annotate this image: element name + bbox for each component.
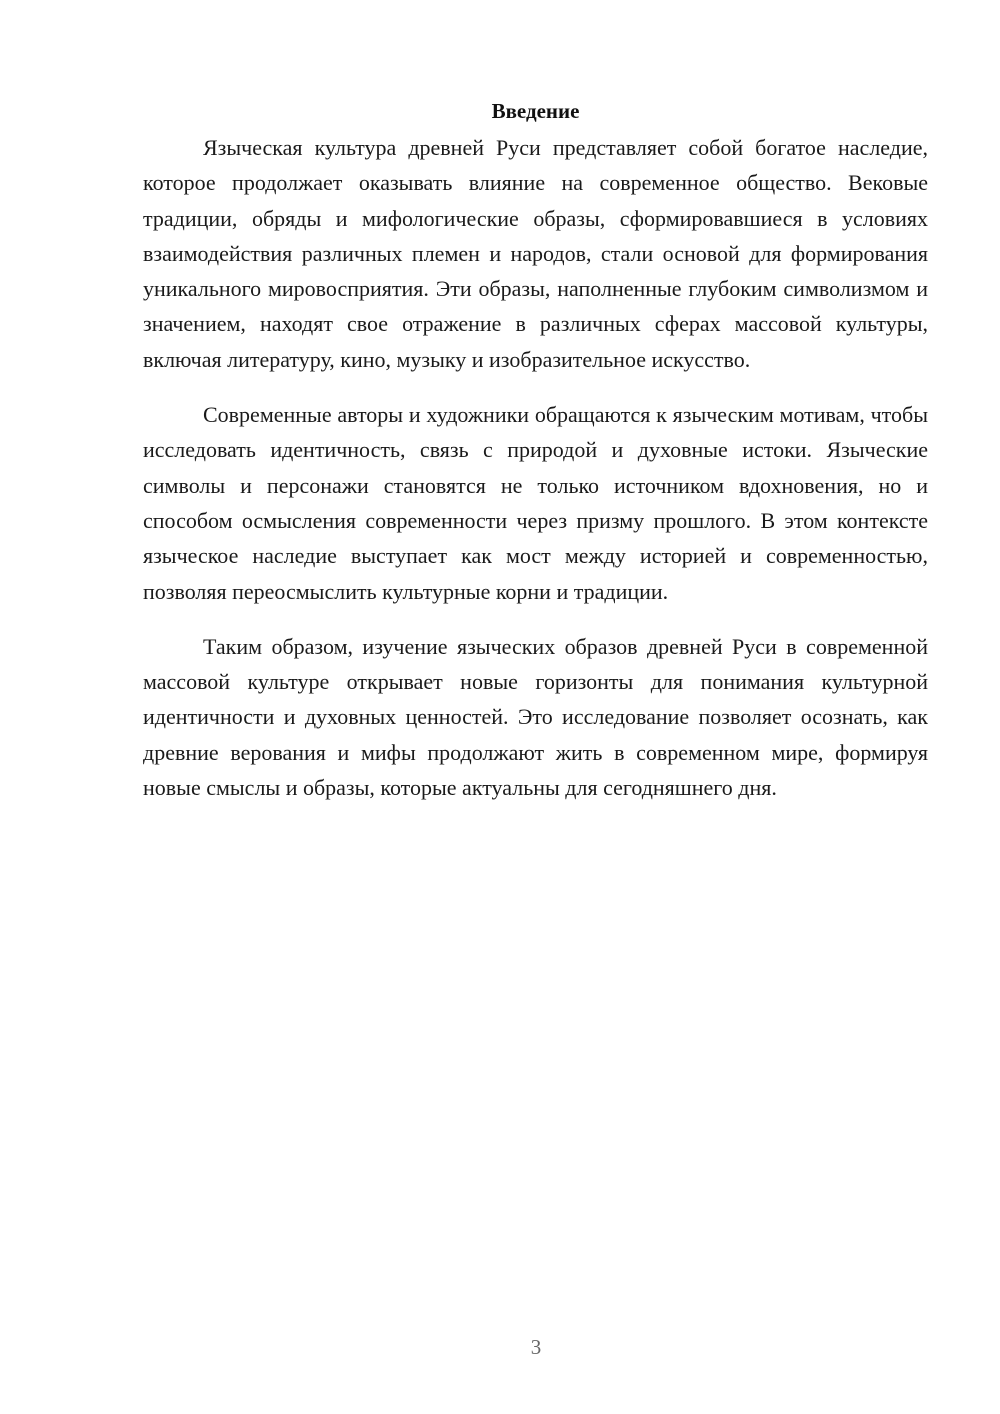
section-heading: Введение [491,99,580,123]
page-content [143,95,928,825]
paragraph-1: Языческая культура древней Руси представляет собой богатое наследие, которое продолжает оказывать влияние на современное общество. Вековые традиции, обряды и мифологические образы, сформировавшиеся в условиях взаимодействия различных племен и народов, стали основой для формирования уникального мировосприятия. Эти образы, наполненные глубоким символизмом и значением, находят свое отражение в различных сферах массовой культуры, включая литературу, кино, музыку и изобразительное искусство. [143,135,928,372]
paragraph-2: Современные авторы и художники обращаются к языческим мотивам, чтобы исследовать идентичность, связь с природой и духовные истоки. Языческие символы и персонажи становятся не только источником вдохновения, но и способом осмысления современности через призму прошлого. В этом контексте языческое наследие выступает как мост между историей и современностью, позволяя переосмыслить культурные корни и традиции. [143,402,928,604]
paragraph-3: Таким образом, изучение языческих образов древней Руси в современной массовой культуре открывает новые горизонты для понимания культурной идентичности и духовных ценностей. Это исследование позволяет осознать, как древние верования и мифы продолжают жить в современном мире, формируя новые смыслы и образы, которые актуальны для сегодняшнего дня. [143,633,928,801]
page-number: 3 [530,1335,542,1359]
